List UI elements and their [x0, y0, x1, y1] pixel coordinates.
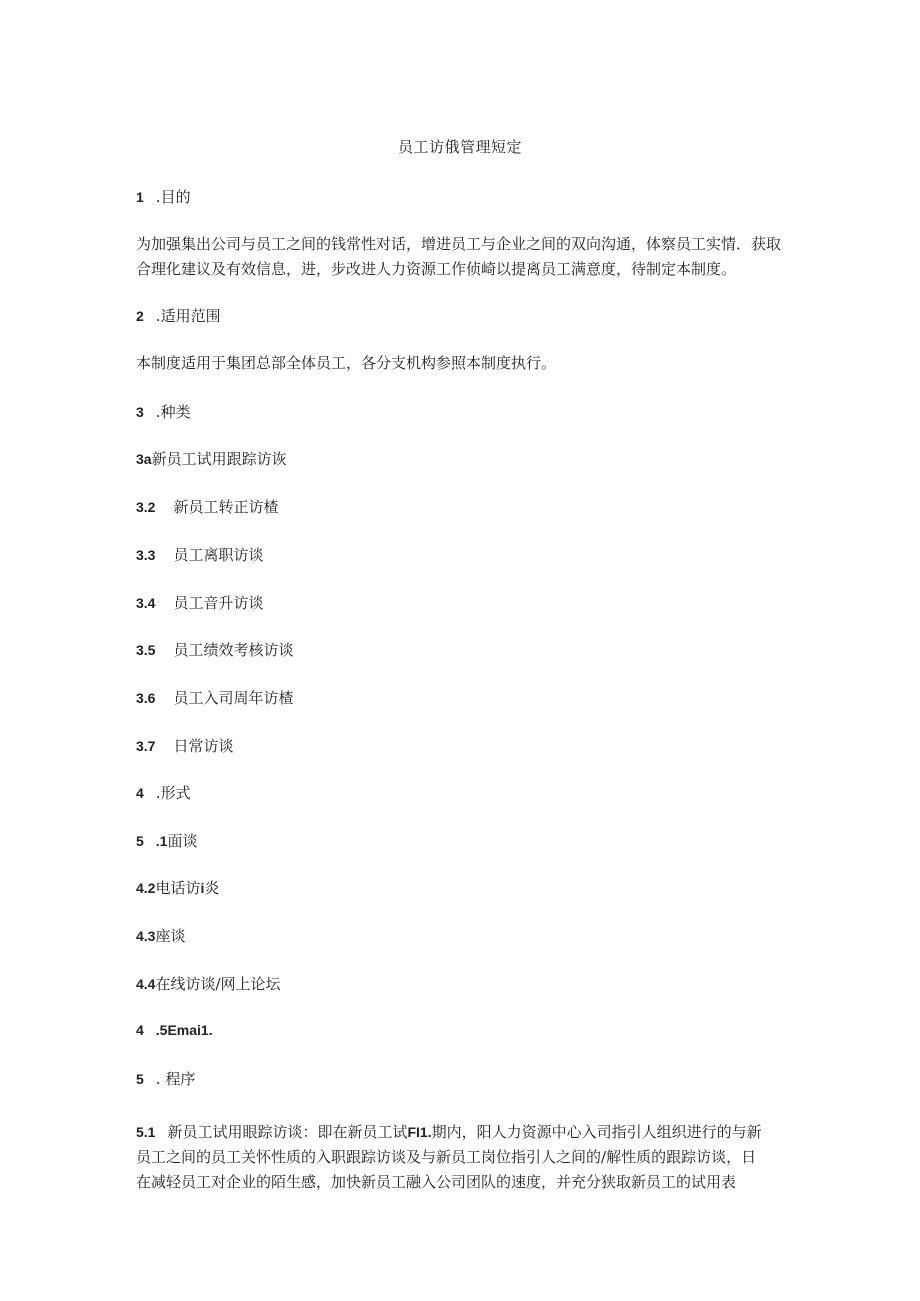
item-number: 3a [136, 451, 152, 467]
paragraph-line: 合理化建议及有效信息，进，步改进人力资源工作侦崎以提离员工满意度，待制定本制度。 [136, 260, 737, 278]
text-run-slash: / [601, 1148, 607, 1166]
list-item [136, 592, 263, 613]
item-number: 3.2 [136, 499, 156, 515]
list-item [136, 1021, 213, 1039]
list-item [136, 544, 263, 565]
item-subnumber: .1 [155, 833, 168, 849]
item-text: 面谈 [167, 832, 198, 850]
item-number: 3.6 [136, 690, 156, 706]
item-number: 3.5 [136, 642, 156, 658]
text-run: 新员工试用眼踪访谈：即在新员工试 [167, 1123, 408, 1141]
section-title: .适用范围 [155, 307, 221, 325]
section-title: .形式 [155, 784, 191, 802]
item-text: 员工入司周年访楂 [173, 689, 294, 707]
list-item [136, 925, 185, 946]
paragraph-line [136, 1120, 786, 1145]
item-subnumber: .5Emai1. [155, 1022, 213, 1038]
list-item [136, 687, 293, 708]
item-text: 日常访谈 [173, 737, 234, 755]
section-number: 5 [136, 1071, 144, 1087]
section-number: 4 [136, 785, 144, 801]
item-text: 员工绩效考核访谈 [173, 641, 294, 659]
item-number: 5.1 [136, 1124, 156, 1140]
text-run: 解性质的跟踪访谈，日 [606, 1148, 757, 1166]
text-run: 期内，阳人力资源中心入司指引人组织进行的与新 [431, 1123, 762, 1141]
text-run: 员工之间的员工关怀性质的入职跟踪访谈及与新员工岗位指引人之间的 [136, 1148, 602, 1166]
paragraph-purpose [136, 232, 786, 282]
item-number: 4 [136, 1022, 144, 1038]
item-text: 电话访 [155, 879, 201, 897]
item-text: 座谈 [155, 927, 186, 945]
section-4-heading [136, 782, 191, 803]
list-item [136, 973, 281, 994]
item-number: 3.4 [136, 595, 156, 611]
item-number: 4.3 [136, 928, 156, 944]
section-3-heading [136, 401, 191, 422]
section-number: 1 [136, 189, 144, 205]
list-item [136, 448, 287, 469]
item-number: 3.7 [136, 738, 156, 754]
paragraph-procedure-5-1 [136, 1120, 786, 1195]
item-number: 5 [136, 833, 144, 849]
section-1-heading [136, 186, 191, 207]
text-run-bold: FI1. [407, 1124, 432, 1140]
item-text: 员工离职访谈 [173, 546, 264, 564]
paragraph-line [136, 1145, 786, 1170]
paragraph-line: 在减轻员工对企业的陌生感，加快新员工融入公司团队的速度，并充分狭取新员工的试用表 [136, 1173, 737, 1191]
section-title: .种类 [155, 403, 191, 421]
page-title: 员工访俄管理短定 [397, 138, 522, 156]
section-number: 3 [136, 404, 144, 420]
item-text: 员工音升访谈 [173, 594, 264, 612]
list-item [136, 830, 198, 851]
item-text-fragment: i [200, 880, 205, 896]
list-item [136, 639, 293, 660]
section-2-heading [136, 305, 221, 326]
item-text: 在线访谈/网上论坛 [155, 975, 281, 993]
item-number: 4.2 [136, 880, 156, 896]
list-item [136, 877, 219, 898]
paragraph-scope: 本制度适用于集团总部全体员工，各分支机构参照本制度执行。 [136, 354, 557, 372]
item-text: 新员工试用跟踪访诙 [151, 450, 287, 468]
item-text: 新员工转正访楂 [173, 498, 279, 516]
paragraph-line: 为加强集出公司与员工之间的钱常性对话，增进员工与企业之间的双向沟通，体察员工实情．获取 [136, 235, 782, 253]
item-text-tail: 炎 [204, 879, 220, 897]
item-number: 4.4 [136, 976, 156, 992]
section-title: . 程序 [155, 1070, 196, 1088]
item-number: 3.3 [136, 547, 156, 563]
section-title: .目的 [155, 188, 191, 206]
section-5-heading [136, 1068, 195, 1089]
list-item [136, 496, 278, 517]
section-number: 2 [136, 308, 144, 324]
list-item [136, 735, 233, 756]
